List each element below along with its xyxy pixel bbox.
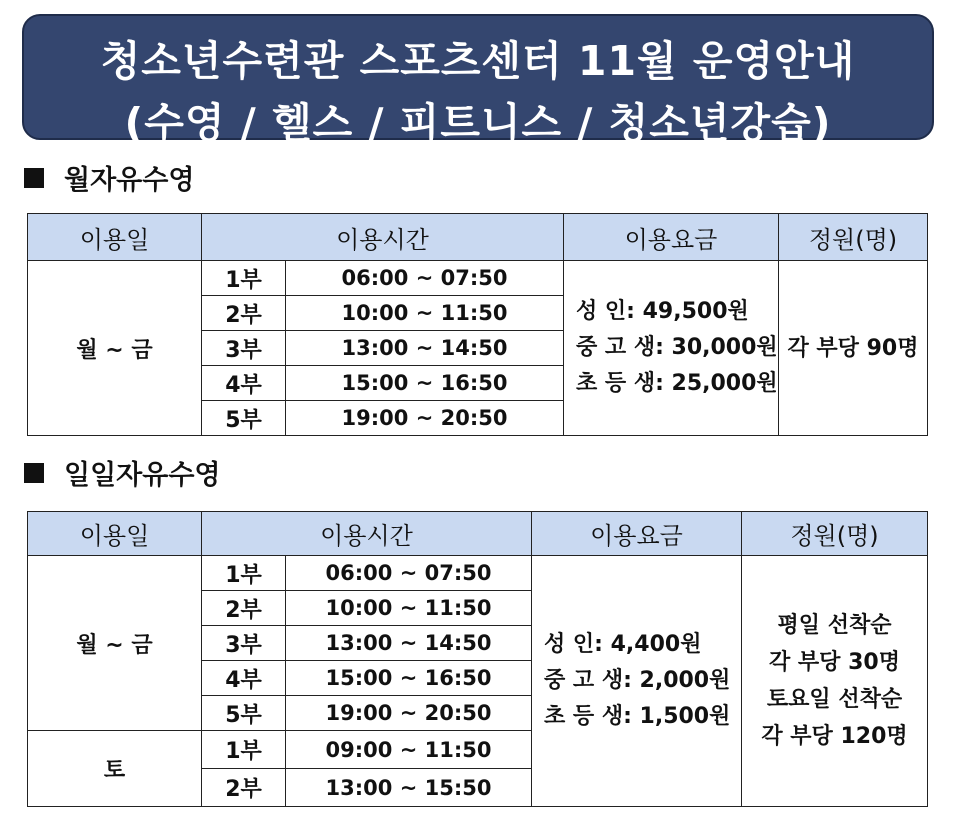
fee-teen: 중 고 생: 2,000원 [544,668,731,693]
session-time: 13:00 ~ 15:50 [286,769,532,807]
session-part: 3부 [202,626,286,661]
section-heading-monthly: 월자유수영 [24,158,194,197]
session-time: 13:00 ~ 14:50 [286,626,532,661]
header-capacity: 정원(명) [779,214,928,261]
banner-title: 청소년수련관 스포츠센터 11월 운영안내 [100,37,856,85]
fee-child: 초 등 생: 1,500원 [544,704,731,729]
session-time: 15:00 ~ 16:50 [286,661,532,696]
session-part: 1부 [202,261,286,296]
day-weekday: 월 ~ 금 [28,556,202,731]
header-fee: 이용요금 [564,214,779,261]
header-capacity: 정원(명) [742,512,928,556]
session-time: 10:00 ~ 11:50 [286,591,532,626]
session-part: 5부 [202,696,286,731]
header-time: 이용시간 [202,214,564,261]
square-bullet-icon [24,463,44,483]
title-banner [22,14,934,147]
capacity-saturday-count: 각 부당 120명 [761,724,908,749]
session-time: 10:00 ~ 11:50 [286,296,564,331]
session-time: 09:00 ~ 11:50 [286,731,532,769]
session-time: 06:00 ~ 07:50 [286,261,564,296]
table-header-row [28,214,928,261]
capacity-weekday-count: 각 부당 30명 [769,650,900,675]
header-day: 이용일 [28,214,202,261]
session-part: 2부 [202,769,286,807]
banner-subtitle: (수영 / 헬스 / 피트니스 / 청소년강습) [124,99,832,147]
fee-adult: 성 인: 49,500원 [576,299,749,324]
header-time: 이용시간 [202,512,532,556]
section-heading-daily: 일일자유수영 [24,453,221,492]
session-time: 19:00 ~ 20:50 [286,696,532,731]
capacity-cell: 각 부당 90명 [779,261,928,436]
session-time: 19:00 ~ 20:50 [286,401,564,436]
fee-child: 초 등 생: 25,000원 [576,371,778,396]
fee-adult: 성 인: 4,400원 [544,632,702,657]
square-bullet-icon [24,168,44,188]
fee-cell [564,261,779,436]
session-time: 13:00 ~ 14:50 [286,331,564,366]
daily-swim-table [27,511,928,807]
session-part: 4부 [202,661,286,696]
session-time: 15:00 ~ 16:50 [286,366,564,401]
table-row [28,556,928,591]
session-part: 1부 [202,556,286,591]
capacity-cell [742,556,928,807]
session-part: 4부 [202,366,286,401]
session-part: 2부 [202,591,286,626]
fee-teen: 중 고 생: 30,000원 [576,335,778,360]
day-weekday: 월 ~ 금 [28,261,202,436]
header-day: 이용일 [28,512,202,556]
fee-cell [532,556,742,807]
session-time: 06:00 ~ 07:50 [286,556,532,591]
capacity-saturday-rule: 토요일 선착순 [766,687,903,712]
table-header-row [28,512,928,556]
day-saturday: 토 [28,731,202,807]
header-fee: 이용요금 [532,512,742,556]
table-row [28,261,928,296]
session-part: 3부 [202,331,286,366]
capacity-weekday-rule: 평일 선착순 [777,613,892,638]
session-part: 2부 [202,296,286,331]
session-part: 5부 [202,401,286,436]
session-part: 1부 [202,731,286,769]
monthly-swim-table [27,213,928,436]
